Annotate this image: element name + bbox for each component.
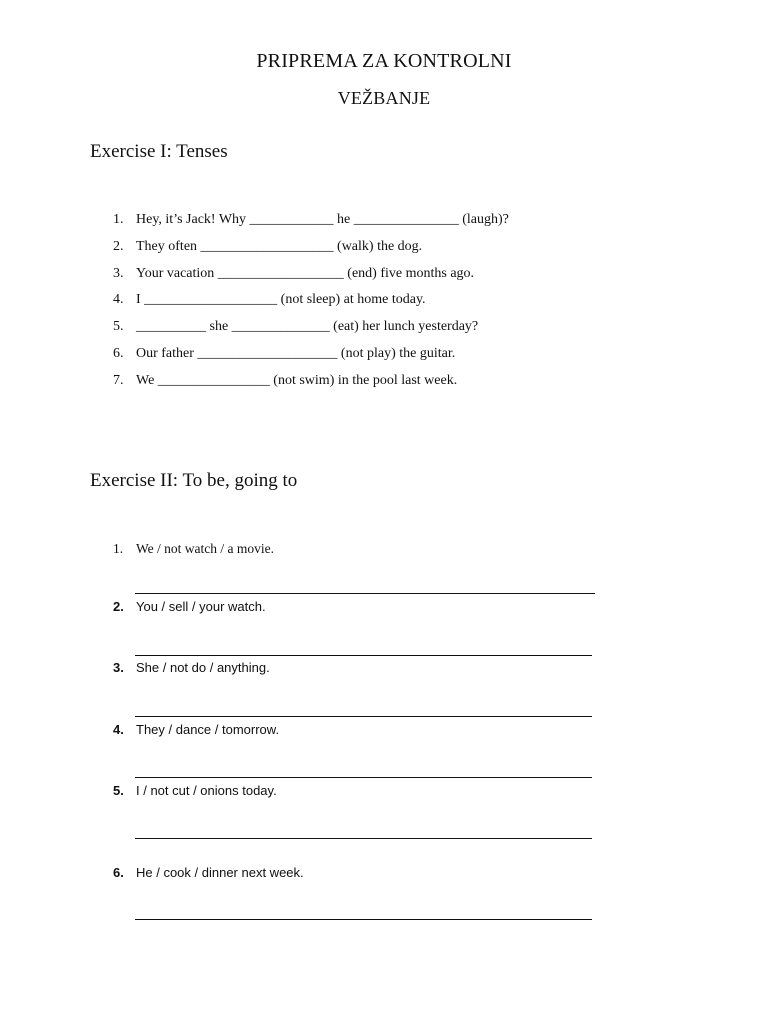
- list-item: [113, 291, 509, 318]
- item-text: We / not watch / a movie.: [136, 541, 274, 556]
- list-item: [113, 722, 279, 737]
- item-text: We ________________ (not swim) in the pool last week.: [136, 372, 458, 388]
- answer-line[interactable]: [135, 593, 595, 594]
- item-text: I / not cut / onions today.: [136, 783, 277, 798]
- item-text: You / sell / your watch.: [136, 599, 266, 614]
- item-text: Our father ____________________ (not play) the guitar.: [136, 345, 456, 361]
- answer-line[interactable]: [135, 919, 592, 920]
- item-number: 4.: [113, 722, 124, 737]
- item-number: 3.: [113, 265, 124, 281]
- item-number: 1.: [113, 212, 124, 227]
- page-title: PRIPREMA ZA KONTROLNI: [256, 50, 512, 72]
- item-text: Hey, it’s Jack! Why ____________ he _______________ (laugh)?: [136, 212, 509, 227]
- exercise-1-list: [113, 211, 509, 399]
- item-text: Your vacation __________________ (end) five months ago.: [136, 265, 475, 281]
- item-number: 2.: [113, 238, 124, 254]
- item-text: They / dance / tomorrow.: [136, 722, 280, 737]
- list-item: [113, 865, 304, 880]
- item-number: 5.: [113, 319, 124, 335]
- item-number: 5.: [113, 783, 124, 798]
- answer-line[interactable]: [135, 777, 592, 778]
- list-item: [113, 660, 270, 675]
- list-item: [113, 318, 509, 345]
- list-item: [113, 345, 509, 372]
- item-text: He / cook / dinner next week.: [136, 865, 304, 880]
- item-text: They often ___________________ (walk) the dog.: [136, 238, 423, 254]
- list-item: [113, 238, 509, 265]
- item-number: 6.: [113, 345, 124, 361]
- exercise-1-heading: Exercise I: Tenses: [90, 141, 228, 162]
- item-number: 1.: [113, 541, 124, 556]
- item-text: She / not do / anything.: [136, 660, 270, 675]
- answer-line[interactable]: [135, 838, 592, 839]
- item-number: 3.: [113, 660, 124, 675]
- item-number: 4.: [113, 292, 124, 308]
- exercise-2-heading: Exercise II: To be, going to: [90, 470, 298, 491]
- answer-line[interactable]: [135, 716, 592, 717]
- list-item: [113, 783, 277, 798]
- item-number: 6.: [113, 865, 124, 880]
- list-item: [113, 599, 266, 614]
- list-item: [113, 372, 509, 399]
- page-subtitle: VEŽBANJE: [337, 88, 431, 108]
- list-item: [113, 265, 509, 292]
- answer-line[interactable]: [135, 655, 592, 656]
- list-item: [113, 211, 509, 238]
- list-item: [113, 541, 274, 557]
- item-number: 2.: [113, 599, 124, 614]
- item-text: __________ she ______________ (eat) her lunch yesterday?: [136, 319, 479, 335]
- item-text: I ___________________ (not sleep) at home today.: [136, 292, 426, 308]
- item-number: 7.: [113, 372, 124, 388]
